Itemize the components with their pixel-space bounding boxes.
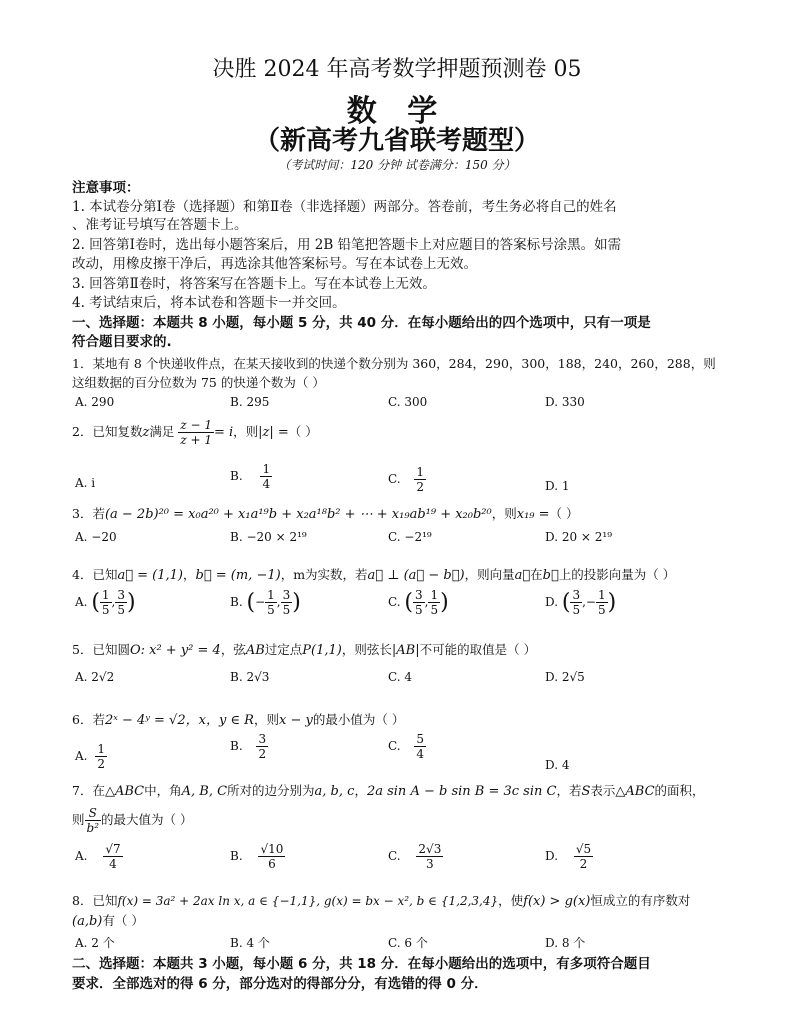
section2-heading-line2: 要求．全部选对的得 6 分，部分选对的得部分分，有选错的得 0 分． — [72, 976, 488, 992]
q7-c-frac — [416, 842, 443, 871]
q3-target: x₁₉ = — [516, 507, 550, 522]
q5-prefix: 5．已知圆 — [72, 642, 130, 657]
section1-heading-line2: 符合题目要求的. — [72, 334, 172, 350]
q7-prefix: 7．在 — [72, 783, 105, 798]
q2-b-den: 4 — [262, 477, 271, 491]
q8-option-b: B. 4 个 — [230, 936, 270, 950]
note-line-1: 1. 本试卷分第Ⅰ卷（选择题）和第Ⅱ卷（非选择题）两部分。答卷前，考生务必将自己的姓名 — [72, 199, 617, 215]
q4-b-sign: − — [255, 595, 266, 609]
q4-then: ，则向量 — [464, 567, 515, 582]
q7-option-d-label: D. — [545, 849, 559, 863]
q3-end: （ ） — [549, 506, 579, 521]
q5-len: |AB| — [391, 643, 420, 658]
q7-option-c-label: C. — [388, 849, 401, 863]
q4-option-a-label: A. — [75, 595, 88, 609]
q4-on: 在 — [530, 567, 543, 582]
q6-option-b — [230, 732, 268, 761]
q5-option-a: A. 2√2 — [75, 670, 115, 684]
q6-b-frac — [256, 732, 268, 761]
q4-option-a: A. ( $\frac{1}{5}$ , $\frac{3}{5}$ ) — [75, 588, 136, 617]
q7-option-a-label: A. — [75, 849, 88, 863]
q4-b-frac1 — [265, 588, 277, 617]
note-line-6: 4. 考试结束后，将本试卷和答题卡一并交回。 — [72, 295, 346, 311]
q5-mid: ，弦 — [220, 642, 246, 657]
q6-option-c-label: C. — [388, 739, 401, 753]
q4-b-d1: 5 — [267, 603, 275, 617]
q6-a-den: 2 — [97, 757, 105, 771]
q8-expr: f(x) = 3a² + 2ax ln x, a ∈ {−1,1}, g(x) = bx − x², b ∈ {1,2,3,4} — [117, 894, 499, 908]
subject-title: 数 学 — [346, 94, 448, 129]
q4-option-b: B. (− $\frac{1}{5}$ , $\frac{3}{5}$ ) — [230, 588, 301, 617]
q4-d-n2: 1 — [597, 588, 606, 602]
q6-prefix: 6．若 — [72, 712, 105, 727]
q4-b-n2: 3 — [282, 588, 291, 602]
q7-option-b-label: B. — [230, 849, 243, 863]
q2-option-c-label: C. — [388, 472, 401, 486]
q7-sides: a, b, c — [314, 784, 355, 799]
q4-b-d2: 5 — [282, 603, 291, 617]
note-line-5: 3. 回答第Ⅱ卷时，将答案写在答题卡上。写在本试卷上无效。 — [72, 276, 436, 292]
q6-b-num: 3 — [258, 732, 267, 746]
q4-d-frac2 — [596, 588, 608, 617]
q3-option-a: A. −20 — [75, 530, 117, 544]
q2-stem — [72, 418, 318, 447]
q2-option-c — [388, 465, 426, 494]
q7-b-num: √10 — [260, 842, 284, 856]
q4-option-c-label: C. — [388, 595, 401, 609]
q4-va: a⃗ — [514, 568, 531, 583]
q2-option-a: A. i — [75, 476, 96, 490]
q4-stem — [72, 566, 675, 585]
q7-mid3: ，若 — [556, 783, 582, 798]
q2-option-c-frac — [414, 465, 426, 494]
q1-option-c: C. 300 — [388, 395, 428, 409]
exam-title: 决胜 2024 年高考数学押题预测卷 05 — [212, 57, 582, 82]
q7-end: 的面积， — [654, 783, 705, 798]
q7-a-den: 4 — [109, 857, 117, 871]
q5-ab: AB — [245, 643, 265, 658]
q7-d-num: √5 — [575, 842, 592, 856]
q6-option-a — [75, 742, 107, 771]
q3-option-d: D. 20 × 2¹⁹ — [545, 530, 613, 544]
q6-option-c — [388, 732, 426, 761]
q7-option-a — [75, 842, 123, 871]
q7-tri: △ABC — [104, 784, 145, 799]
q7-b-frac — [258, 842, 285, 871]
q4-c-d1: 5 — [415, 603, 423, 617]
q7-eq: 2a sin A − b sin B = 3c sin C — [366, 784, 557, 799]
q4-c-d2: 5 — [430, 603, 439, 617]
q3-prefix: 3．若 — [72, 506, 105, 521]
q6-cond: y ∈ R — [218, 713, 254, 728]
q6-c-den: 4 — [416, 747, 425, 761]
exam-info: （考试时间：120 分钟 试卷满分：150 分） — [278, 158, 516, 172]
q4-end: 上的投影向量为（ ） — [558, 567, 676, 582]
q3-stem — [72, 505, 579, 524]
q8-tail: 有（ ） — [102, 913, 144, 928]
q4-d-d2: 5 — [597, 603, 606, 617]
q6-option-b-label: B. — [230, 739, 243, 753]
q6-vars: ，x， — [185, 713, 219, 728]
q2-option-b-label: B. — [230, 469, 243, 483]
q8-option-a: A. 2 个 — [75, 936, 115, 950]
q4-option-d: D. ( $\frac{3}{5}$ ,− $\frac{1}{5}$ ) — [545, 588, 617, 617]
q7-tri2: △ABC — [615, 784, 655, 799]
q4-a-d2: 5 — [117, 603, 126, 617]
q6-stem — [72, 711, 404, 730]
exam-type-title: （新高考九省联考题型） — [253, 126, 540, 156]
q4-a-d1: 5 — [101, 603, 110, 617]
q7-angles: A, B, C — [181, 784, 228, 799]
q6-a-frac — [95, 742, 107, 771]
q1-option-d: D. 330 — [545, 395, 585, 409]
q7-option-c — [388, 842, 443, 871]
q2-b-num: 1 — [262, 462, 271, 476]
q4-option-c: C. ( $\frac{3}{5}$ , $\frac{1}{5}$ ) — [388, 588, 449, 617]
q5-pass: 过定点 — [264, 642, 303, 657]
note-line-3: 2. 回答第Ⅰ卷时，选出每小题答案后，用 2B 铅笔把答题卡上对应题目的答案标号涂黑。如需 — [72, 237, 622, 253]
q4-d-sign: − — [585, 595, 596, 609]
q3-then: ，则 — [491, 506, 517, 521]
q8-stem-line2 — [72, 912, 144, 931]
q4-c-n1: 3 — [415, 588, 423, 602]
q2-end: （ ） — [288, 424, 318, 439]
q7-s: S — [581, 784, 591, 799]
q2-c-den: 2 — [416, 480, 425, 494]
q7-a-frac — [103, 842, 122, 871]
q2-fraction — [178, 418, 214, 447]
q4-c-n2: 1 — [430, 588, 439, 602]
q6-option-a-label: A. — [75, 749, 88, 763]
q4-b-n1: 1 — [267, 588, 275, 602]
q6-eq: 2ˣ − 4ʸ = √2 — [104, 713, 186, 728]
q6-c-num: 5 — [416, 732, 425, 746]
q4-m: ，m为实数，若 — [280, 567, 368, 582]
q7-d-frac — [574, 842, 593, 871]
q7-b-den: 6 — [268, 857, 276, 871]
q2-mid: 满足 — [149, 424, 175, 439]
q6-option-d: D. 4 — [545, 758, 570, 772]
q7-sep: ， — [354, 783, 367, 798]
q7-mid4: 表示 — [590, 783, 616, 798]
q5-stem — [72, 641, 536, 660]
q5-end: 不可能的取值是（ ） — [419, 642, 537, 657]
q8-stem-line1 — [72, 892, 690, 911]
q4-a-frac2 — [115, 588, 127, 617]
q4-d-n1: 3 — [572, 588, 581, 602]
q1-option-b: B. 295 — [230, 395, 270, 409]
q2-prefix: 2．已知复数 — [72, 424, 143, 439]
q6-c-frac — [414, 732, 426, 761]
q5-p: P(1,1) — [302, 643, 342, 658]
q4-b-frac2 — [281, 588, 293, 617]
q7-stem-line1 — [72, 782, 705, 801]
q7-s-num: S — [85, 806, 102, 821]
q7-tail: 的最大值为（ ） — [101, 812, 193, 827]
q2-abs: |z| = — [258, 425, 289, 440]
q2-option-b-frac — [260, 462, 272, 491]
q4-c-frac2 — [428, 588, 440, 617]
q7-option-d — [545, 842, 593, 871]
section2-heading-line1: 二、选择题：本题共 3 小题，每小题 6 分，共 18 分．在每小题给出的选项中，有多项符合题目 — [72, 956, 651, 972]
notes-heading: 注意事项： — [72, 180, 140, 196]
q6-expr: x − y — [279, 713, 313, 728]
q1-text-line1: 1．某地有 8 个快递收件点，在某天接收到的快递个数分别为 360，284，290，300，188，240，260，288，则 — [72, 356, 716, 371]
q8-end: 恒成立的有序数对 — [590, 893, 691, 908]
q3-expr: (a − 2b)²⁰ = x₀a²⁰ + x₁a¹⁹b + x₂a¹⁸b² + ⋯ + x₁₉ab¹⁹ + x₂₀b²⁰ — [104, 507, 492, 522]
q4-vec-a: a⃗ = (1,1) — [117, 568, 183, 583]
q7-c-num: 2√3 — [418, 842, 442, 856]
q7-a-num: √7 — [105, 842, 121, 856]
q7-then: 则 — [72, 812, 85, 827]
q4-vec-b: b⃗ = (m, −1) — [195, 568, 281, 583]
q7-mid1: 中，角 — [144, 783, 182, 798]
q6-b-den: 2 — [258, 747, 267, 761]
q5-then: ，则弦长 — [341, 642, 392, 657]
q4-cond: a⃗ ⊥ (a⃗ − b⃗) — [367, 568, 465, 583]
q1-option-a: A. 290 — [75, 395, 115, 409]
section1-heading-line1: 一、选择题：本题共 8 小题，每小题 5 分，共 40 分．在每小题给出的四个选项中，只有一项是 — [72, 315, 651, 331]
q7-sb-frac — [85, 806, 102, 835]
q6-end: 的最小值为（ ） — [312, 712, 405, 727]
q3-option-c: C. −2¹⁹ — [388, 530, 432, 544]
q4-a-n2: 3 — [117, 588, 126, 602]
q4-d-frac1 — [570, 588, 582, 617]
q5-option-c: C. 4 — [388, 670, 413, 684]
q4-sep: ， — [182, 567, 196, 582]
q8-mid: ，使 — [498, 893, 524, 908]
q4-d-d1: 5 — [572, 603, 581, 617]
q7-mid2: 所对的边分别为 — [227, 783, 315, 798]
q7-c-den: 3 — [426, 857, 434, 871]
q2-frac-num: z − 1 — [180, 418, 212, 432]
q7-s-den: b² — [86, 821, 100, 835]
q6-a-num: 1 — [97, 742, 105, 756]
q6-then: ，则 — [253, 712, 279, 727]
q4-vb: b⃗ — [542, 568, 559, 583]
q7-stem-line2 — [72, 806, 193, 835]
q2-eq: = i — [213, 425, 234, 440]
q5-option-b: B. 2√3 — [230, 670, 270, 684]
q4-option-d-label: D. — [545, 595, 559, 609]
q4-a-frac1 — [100, 588, 112, 617]
note-line-4: 改动，用橡皮擦干净后，再选涂其他答案标号。写在本试卷上无效。 — [72, 256, 477, 272]
q4-prefix: 4．已知 — [72, 567, 118, 582]
q2-z: z — [142, 425, 150, 440]
q2-option-d: D. 1 — [545, 479, 570, 493]
q5-circle: O: x² + y² = 4 — [129, 643, 221, 658]
q3-option-b: B. −20 × 2¹⁹ — [230, 530, 307, 544]
q8-option-d: D. 8 个 — [545, 936, 586, 950]
q2-option-b — [230, 462, 272, 491]
q5-option-d: D. 2√5 — [545, 670, 585, 684]
q8-pair: (a,b) — [72, 914, 103, 929]
q2-then: ，则 — [233, 424, 259, 439]
q4-c-frac1 — [413, 588, 425, 617]
note-line-2: 、准考证号填写在答题卡上。 — [72, 217, 248, 233]
q7-option-b — [230, 842, 285, 871]
q2-frac-den: z + 1 — [180, 433, 212, 447]
q8-option-c: C. 6 个 — [388, 936, 428, 950]
q4-a-n1: 1 — [101, 588, 110, 602]
q8-prefix: 8．已知 — [72, 893, 118, 908]
q4-option-b-label: B. — [230, 595, 243, 609]
q7-d-den: 2 — [579, 857, 588, 871]
q2-c-num: 1 — [416, 465, 425, 479]
q1-text-line2: 这组数据的百分位数为 75 的快递个数为（ ） — [72, 375, 325, 390]
q8-cond: f(x) > g(x) — [523, 894, 591, 909]
